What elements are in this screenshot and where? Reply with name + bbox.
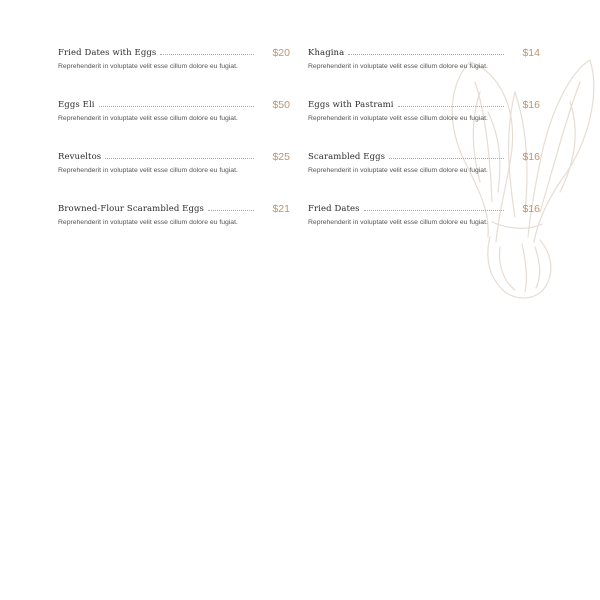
menu-item (58, 98, 290, 150)
menu-item-description: Reprehenderit in voluptate velit esse cillum dolore eu fugiat. (58, 115, 238, 122)
dotted-leader (160, 54, 254, 55)
menu-item-name: Revueltos (58, 152, 102, 162)
menu-item-description: Reprehenderit in voluptate velit esse cillum dolore eu fugiat. (308, 167, 488, 174)
menu-item-description: Reprehenderit in voluptate velit esse cillum dolore eu fugiat. (308, 219, 488, 226)
menu-column-right (308, 46, 540, 254)
menu-item-name: Khagina (308, 48, 345, 58)
menu-item-name: Fried Dates (308, 204, 360, 214)
menu-item-price: $16 (522, 203, 540, 215)
menu-item (308, 202, 540, 254)
menu-item-name: Fried Dates with Eggs (58, 48, 157, 58)
menu-item (308, 150, 540, 202)
menu-item-price: $14 (522, 47, 540, 59)
menu-item-description: Reprehenderit in voluptate velit esse cillum dolore eu fugiat. (58, 219, 238, 226)
menu-item-price: $20 (272, 47, 290, 59)
menu-item-price: $21 (272, 203, 290, 215)
menu-item-price: $50 (272, 99, 290, 111)
menu-item (58, 202, 290, 254)
menu-item-price: $25 (272, 151, 290, 163)
menu-item (58, 46, 290, 98)
menu-item-description: Reprehenderit in voluptate velit esse cillum dolore eu fugiat. (308, 115, 488, 122)
menu-item-description: Reprehenderit in voluptate velit esse cillum dolore eu fugiat. (58, 167, 238, 174)
menu-item (58, 150, 290, 202)
menu-item-name: Eggs Eli (58, 100, 95, 110)
menu-item-name: Scarambled Eggs (308, 152, 386, 162)
menu-item-name: Browned-Flour Scarambled Eggs (58, 204, 205, 214)
menu-item-description: Reprehenderit in voluptate velit esse cillum dolore eu fugiat. (308, 63, 488, 70)
menu-item-name: Eggs with Pastrami (308, 100, 394, 110)
menu-item-price: $16 (522, 151, 540, 163)
menu-item-description: Reprehenderit in voluptate velit esse cillum dolore eu fugiat. (58, 63, 238, 70)
dotted-leader (105, 158, 254, 159)
dotted-leader (208, 210, 254, 211)
menu-item-price: $16 (522, 99, 540, 111)
dotted-leader (348, 54, 504, 55)
dotted-leader (398, 106, 505, 107)
dotted-leader (99, 106, 255, 107)
dotted-leader (364, 210, 505, 211)
dotted-leader (389, 158, 504, 159)
menu-column-left (58, 46, 290, 254)
menu-item (308, 98, 540, 150)
menu-item (308, 46, 540, 98)
